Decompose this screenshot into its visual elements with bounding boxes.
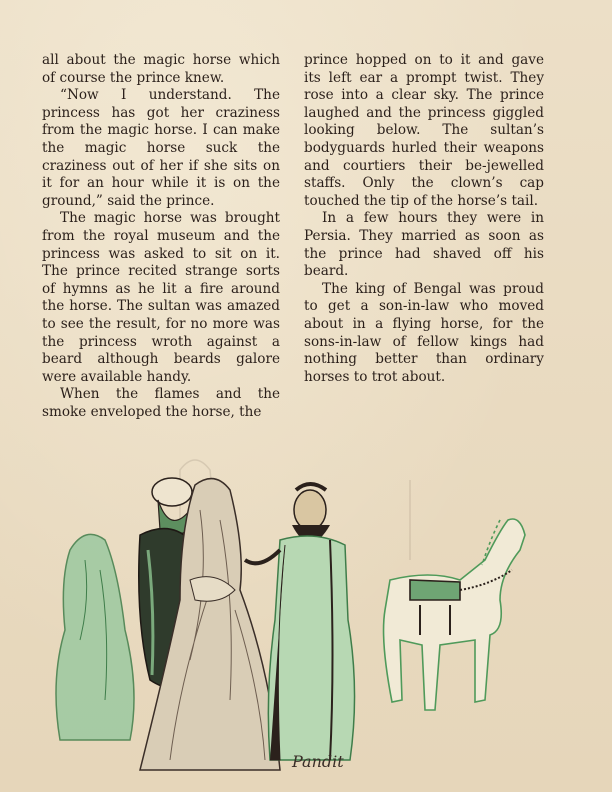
paragraph: The king of Bengal was proud to get a son-in-law who moved about in a flying horse, for the sons-in-law of fellow kings had nothing better than ordinary horses to trot about. (304, 280, 544, 385)
paragraph: all about the magic horse which of course the prince knew. (42, 52, 280, 86)
paragraph: prince hopped on to it and gave its left ear a prompt twist. They rose into a clear sky. The prince laughed and the princess giggled looking below. The sultan’s bodyguards hurled their weapons and courtiers their be-jewelled staffs. Only the clown’s cap touched the tip of the horse’s tail. (304, 52, 544, 209)
magic-horse-figure (384, 519, 525, 710)
paragraph: The magic horse was brought from the royal museum and the princess was asked to sit on it. The prince recited strange sorts of hymns as he lit a fire around the horse. The sultan was amazed to see the result, for no more was the princess wroth against a beard although beards galore were available handy. (42, 210, 280, 385)
veiled-woman-figure (56, 534, 134, 740)
paragraph: In a few hours they were in Persia. They married as soon as the prince had shaved off his beard. (304, 210, 544, 280)
artist-signature: Pandit (292, 752, 344, 771)
paragraph: “Now I understand. The princess has got her craziness from the magic horse. I can make the magic horse suck the craziness out of her if she sits on it for an hour while it is on the ground,” said the prince. (42, 87, 280, 209)
text-column-left (42, 52, 280, 421)
paragraph: When the flames and the smoke enveloped the horse, the (42, 386, 280, 420)
court-scene-illustration (30, 440, 590, 790)
text-column-right (304, 52, 544, 386)
